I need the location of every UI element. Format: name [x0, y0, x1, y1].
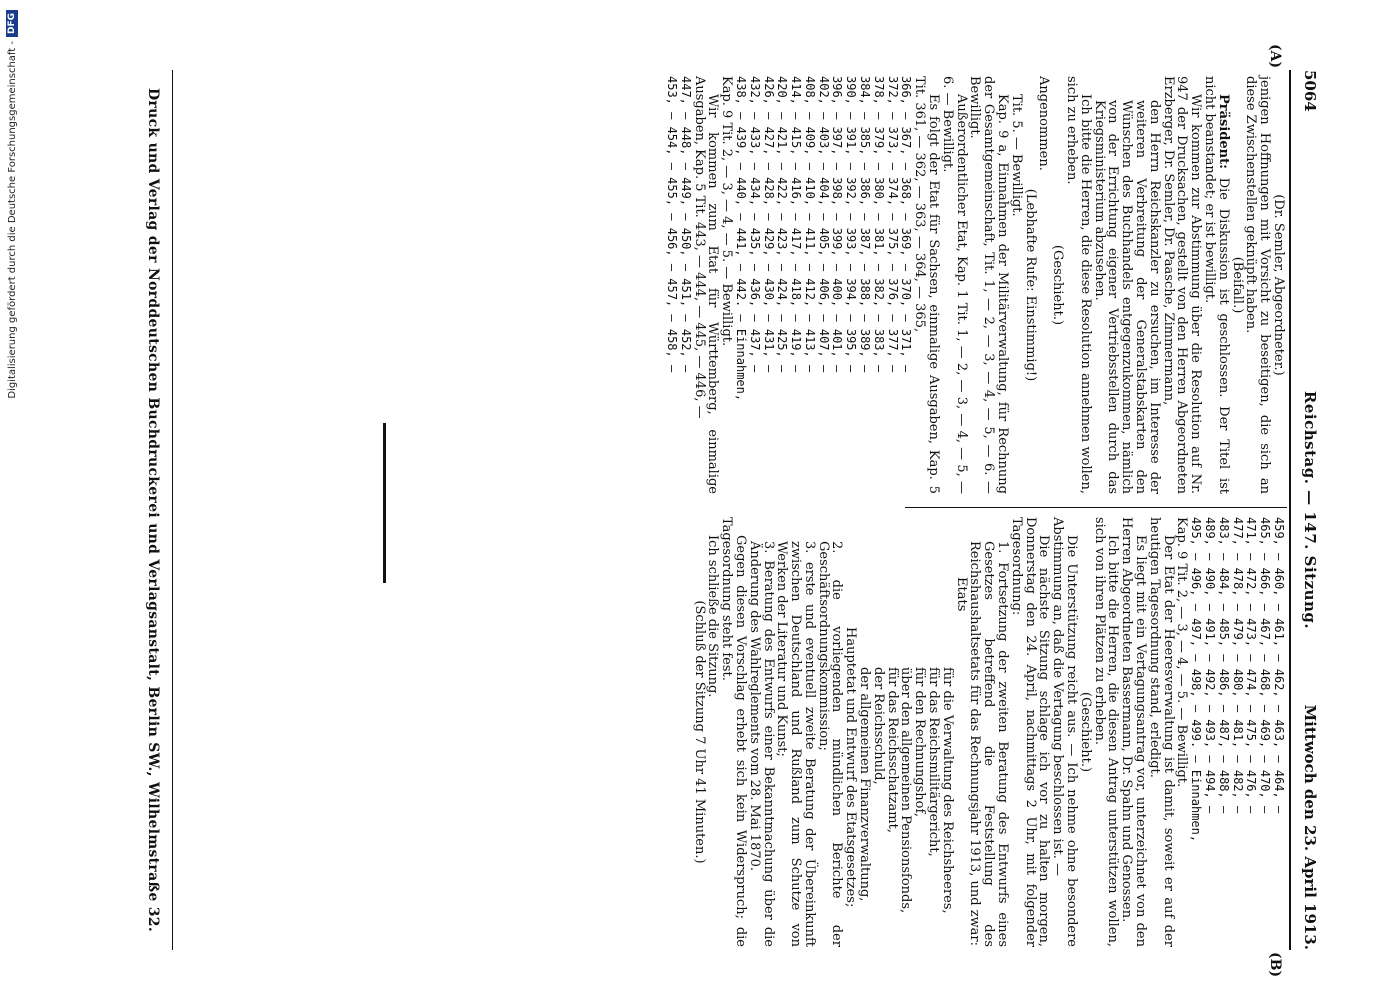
paragraph: Gegen diesen Vorschlag erhebt sich kein Widerspruch; die Tagesordnung steht fest. [719, 517, 748, 947]
number-row: 414, — 415, — 416, — 417, — 418, — 419, — [789, 76, 804, 373]
paragraph: Tit. 5. — Bewilligt. [1008, 94, 1024, 217]
footer-rule [172, 70, 173, 950]
number-row: 432, — 433, — 434, — 435, — 436, — 437, — [747, 76, 762, 373]
number-row: 402, — 403, — 404, — 405, — 406, — 407, — [816, 76, 831, 373]
etats-list [857, 517, 954, 947]
dfg-logo: DFG [6, 10, 18, 37]
header-rule [1289, 70, 1291, 950]
number-row: 390, — 391, — 392, — 393, — 394, — 395, — [844, 76, 859, 373]
number-row: 447, — 448, — 449, — 450, — 451, — 452, — [678, 76, 693, 373]
number-row: 438, — 439, — 440, — 441, — 442. — Einnahmen, [733, 76, 748, 402]
left-column [664, 76, 1285, 494]
etat-item: für die Verwaltung des Reichsheeres, [939, 667, 955, 914]
printer-imprint: Druck und Verlag der Norddeutschen Buchdruckerei und Verlagsanstalt, Berlin SW., Wilhelmstraße 32. [145, 87, 161, 933]
column-divider [905, 507, 1287, 508]
speaker-line: (Dr. Semler, Abgeordneter.) [1271, 194, 1286, 376]
agenda-item-3b: 3. Beratung des Entwurfs einer Bekanntmachung über die Änderung des Wahlreglements vom 28. Mai 1870. [746, 541, 776, 947]
number-row: 483, — 484, — 485, — 486, — 487, — 488, — [1216, 517, 1231, 814]
section-bar [383, 423, 386, 583]
stage-note: (Geschieht.) [1050, 244, 1066, 326]
paragraph: Kap. 9 Tit. 2, — 3, — 4, — 5. — Bewilligt. [1174, 517, 1190, 788]
etats-heading: Etats [953, 577, 969, 612]
paragraph: Die Unterstützung reicht aus. — Ich nehme ohne besondere Abstimmung an, daß die Vertagung beschlossen ist. — [1050, 517, 1080, 947]
number-row: 471, — 472, — 473, — 474, — 475, — 476, — [1244, 517, 1259, 814]
number-row: 426, — 427, — 428, — 429, — 430, — 431, — [761, 76, 776, 373]
agenda-item-1: 1. Fortsetzung der zweiten Beratung des Entwurfs eines Gesetzes betreffend die Feststellung des Reichshaushaltsetats für das Rechnungsjahr 1913, und zwar: [967, 541, 1011, 947]
margin-mark-a: (A) [1267, 44, 1283, 69]
right-column [692, 517, 1285, 947]
agenda-item-3a: 3. erste und eventuell zweite Beratung der Übereinkunft zwischen Deutschland und Rußland zum Schutze von Werken der Literatur und Kunst; [774, 541, 817, 947]
paragraph: Wir kommen zum Etat für Württemberg, einmalige Ausgaben, Kap. 5 Tit. 443, — 444, — 445, — 446, — [691, 76, 721, 494]
etat-item: für das Reichsschatzamt, [884, 667, 900, 833]
paragraph [1202, 76, 1230, 494]
etat-item: für das Reichsmilitärgericht, [926, 667, 942, 857]
paragraph: Ich bitte die Herren, die diese Resolution annehmen wollen, sich zu erheben. [1064, 76, 1093, 494]
resolution-text: den Herrn Reichskanzler zu ersuchen, im Interesse der weiteren Verbreitung der Generalstabskarten den Wünschen des Buchhandels entgegenzukommen, nämlich von der Errichtung eigener Vertriebsstellen durch das Kriegsministerium abzusehen. [1091, 100, 1162, 494]
paragraph: Die nächste Sitzung schlage ich vor zu halten morgen, Donnerstag den 24. April, nachmittags 2 Uhr, mit folgender Tagesordnung: [1008, 517, 1052, 947]
number-row: 420, — 421, — 422, — 423, — 424, — 425, — [775, 76, 790, 373]
paragraph: Kap. 9 Tit. 2, — 3, — 4, — 5. — Bewilligt. [719, 76, 735, 347]
number-row: 489, — 490, — 491, — 492, — 493, — 494, — [1203, 517, 1218, 814]
number-row: 366, — 367, — 368, — 369, — 370, — 371, — [899, 76, 914, 373]
title-number-list [733, 76, 912, 494]
number-row: 408, — 409, — 410, — 411, — 412, — 413, — [802, 76, 817, 373]
paragraph: Ich schließe die Sitzung. [705, 535, 721, 698]
stage-note: (Beifall.) [1229, 256, 1245, 314]
running-header [1295, 70, 1321, 950]
stage-note: (Lebhafte Rufe: Einstimmig!) [1022, 188, 1038, 382]
etat-item: für den Rechnungshof, [912, 667, 928, 817]
number-row: 372, — 373, — 374, — 375, — 376, — 377, — [885, 76, 900, 373]
paragraph: Wir kommen zur Abstimmung über die Resolution auf Nr. 947 der Drucksachen, gestellt von den Herren Abgeordneten Erzberger, Dr. Semler, Dr. Paasche, Zimmermann, [1160, 76, 1204, 494]
page-number: 5064 [1301, 70, 1319, 112]
number-row: 495, — 496, — 497, — 498, — 499. — Einnahmen, [1189, 517, 1204, 843]
number-row: 396, — 397, — 398, — 399, — 400, — 401, — [830, 76, 845, 373]
number-row: 477, — 478, — 479, — 480, — 481, — 482, — [1230, 517, 1245, 814]
etat-item: über den allgemeinen Pensionsfonds, [898, 667, 914, 914]
credit-text: Digitalisierung gefördert durch die Deutsche Forschungsgemeinschaft - [6, 41, 18, 399]
number-row: 465, — 466, — 467, — 468, — 469, — 470, — [1258, 517, 1273, 814]
etat-item: der allgemeinen Finanzverwaltung, [857, 667, 873, 902]
digitization-credit [0, 0, 24, 1000]
paragraph-text: Die Diskussion ist geschlossen. Der Titel ist nicht beanstandet; er ist bewilligt. [1202, 76, 1231, 494]
speaker-name: Präsident: [1215, 94, 1231, 169]
hauptetat: Hauptetat und Entwurf des Etatsgesetzes; [843, 627, 859, 908]
paragraph: Außerordentlicher Etat, Kap. 1 Tit. 1, — 2, — 3, — 4, — 5, — 6. — Bewilligt. [939, 76, 969, 494]
number-row: 459, — 460, — 461, — 462, — 463, — 464, — [1272, 517, 1286, 814]
number-row: 378, — 379, — 380, — 381, — 382, — 383, — [871, 76, 886, 373]
header-date: Mittwoch den 23. April 1913. [1301, 704, 1319, 950]
agenda-item-2: 2. die vorliegenden mündlichen Berichte der Geschäftsordnungskommission; [815, 541, 845, 947]
paragraph: Ich bitte die Herren, die diesen Antrag unterstützen wollen, sich von ihren Plätzen zu erheben. [1091, 517, 1121, 947]
header-title: Reichstag. — 147. Sitzung. [1301, 390, 1319, 630]
number-row: 453, — 454, — 455, — 456, — 457, — 458, — [664, 76, 679, 373]
stage-note: (Geschieht.) [1077, 691, 1093, 773]
paragraph: Kap. 9 a, Einnahmen der Militärverwaltung, für Rechnung der Gesamtgemeinschaft, Tit. 1, — 2, — 3, — 4, — 5, — 6. — Bewilligt. [967, 76, 1011, 494]
paragraph: Der Etat der Heeresverwaltung ist damit, soweit er auf der heutigen Tagesordnung stand, erledigt. [1146, 517, 1176, 947]
paragraph: Es liegt mit ein Vertagungsantrag vor, unterzeichnet von den Herren Abgeordneten Bassermann, Dr. Spahn und Genossen. [1119, 517, 1149, 947]
margin-mark-b: (B) [1267, 952, 1283, 978]
closing-note: (Schluß der Sitzung 7 Uhr 41 Minuten.) [691, 600, 707, 864]
paragraph: jenigen Hoffnungen mit Vorsicht zu beseitigen, die sich an diese Zwischenstellen geknüpft haben. [1243, 76, 1273, 494]
number-row: 384, — 385, — 386, — 387, — 388, — 389, — [858, 76, 873, 373]
etat-item: der Reichsschuld, [870, 667, 886, 785]
paragraph: Es folgt der Etat für Sachsen, einmalige Ausgaben, Kap. 5 Tit. 361, — 362, — 363, — 364, — 365, [912, 76, 942, 494]
angenommen: Angenommen. [1036, 76, 1052, 171]
